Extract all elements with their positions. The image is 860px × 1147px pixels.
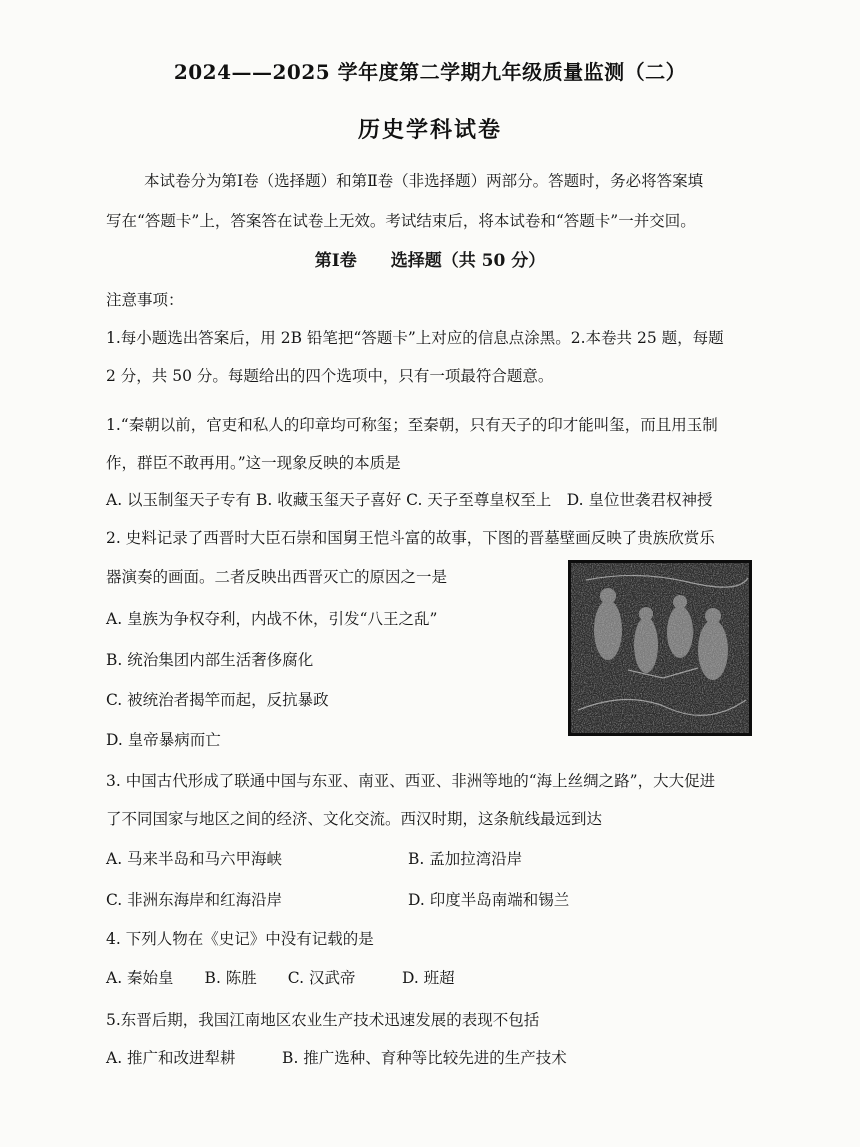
- question-1-options: A. 以玉制玺天子专有 B. 收藏玉玺天子喜好 C. 天子至尊皇权至上 D. 皇位世袭君权神授: [106, 491, 713, 509]
- question-2-option-c: C. 被统治者揭竿而起，反抗暴政: [106, 691, 329, 709]
- question-1-stem-line-2: 作，群臣不敢再用。”这一现象反映的本质是: [106, 454, 401, 472]
- notes-heading: 注意事项：: [106, 291, 184, 309]
- question-3-stem-line-2: 了不同国家与地区之间的经济、文化交流。西汉时期，这条航线最远到达: [106, 810, 603, 828]
- question-2-option-b: B. 统治集团内部生活奢侈腐化: [106, 651, 314, 669]
- question-3-option-c: C. 非洲东海岸和红海沿岸: [106, 891, 283, 909]
- question-3-option-a: A. 马来半岛和马六甲海峡: [106, 850, 283, 868]
- notes-line-1: 1.每小题选出答案后，用 2B 铅笔把“答题卡”上对应的信息点涂黑。2.本卷共 25 题，每题: [106, 329, 724, 347]
- instructions-line-2: 写在“答题卡”上，答案答在试卷上无效。考试结束后，将本试卷和“答题卡”一并交回。: [106, 212, 696, 230]
- notes-line-2: 2 分，共 50 分。每题给出的四个选项中，只有一项最符合题意。: [106, 367, 554, 385]
- subject-title: 历史学科试卷: [357, 117, 502, 143]
- question-5-stem: 5.东晋后期，我国江南地区农业生产技术迅速发展的表现不包括: [106, 1011, 540, 1029]
- section-title: 第Ⅰ卷 选择题（共 50 分）: [314, 251, 546, 271]
- question-1-stem-line-1: 1.“秦朝以前，官吏和私人的印章均可称玺；至秦朝，只有天子的印才能叫玺，而且用玉制: [106, 416, 718, 434]
- question-2-option-d: D. 皇帝暴病而亡: [106, 731, 221, 749]
- question-3-stem-line-1: 3. 中国古代形成了联通中国与东亚、南亚、西亚、非洲等地的“海上丝绸之路”，大大促进: [106, 772, 716, 790]
- question-3-option-b: B. 孟加拉湾沿岸: [408, 850, 523, 868]
- question-2-stem-line-2: 器演奏的画面。二者反映出西晋灭亡的原因之一是: [106, 568, 448, 586]
- exam-title: 2024——2025 学年度第二学期九年级质量监测（二）: [173, 60, 687, 84]
- question-2-stem-line-1: 2. 史料记录了西晋时大臣石崇和国舅王恺斗富的故事，下图的晋墓壁画反映了贵族欣赏乐: [106, 529, 715, 547]
- question-4-stem: 4. 下列人物在《史记》中没有记载的是: [106, 930, 374, 948]
- instructions-line-1: 本试卷分为第Ⅰ卷（选择题）和第Ⅱ卷（非选择题）两部分。答题时，务必将答案填: [144, 172, 704, 190]
- question-2-option-a: A. 皇族为争权夺利，内战不休，引发“八王之乱”: [106, 610, 438, 628]
- mural-illustration: [568, 560, 752, 736]
- tomb-mural-image: [568, 560, 752, 736]
- question-4-options: A. 秦始皇 B. 陈胜 C. 汉武帝 D. 班超: [106, 969, 455, 987]
- question-3-option-d: D. 印度半岛南端和锡兰: [408, 891, 570, 909]
- question-5-options: A. 推广和改进犁耕 B. 推广选种、育种等比较先进的生产技术: [106, 1049, 567, 1067]
